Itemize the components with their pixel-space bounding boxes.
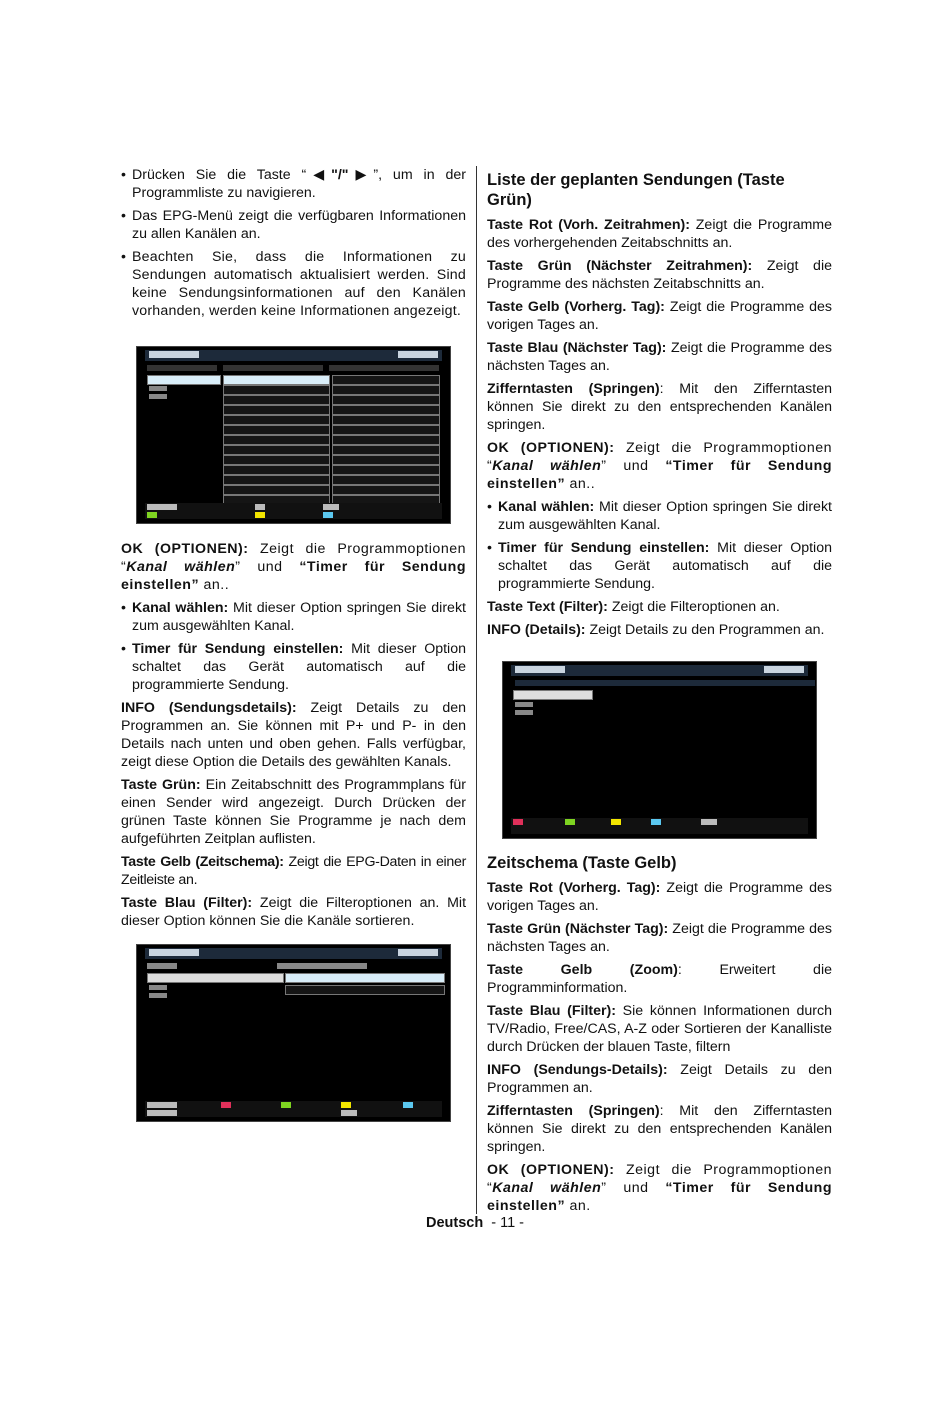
bullet-select-channel: • Kanal wählen: Mit dieser Option springen Sie direkt zum ausgewählten Kanal.	[487, 499, 832, 533]
blue-key-icon	[651, 819, 661, 825]
green-key-icon	[565, 819, 575, 825]
epg-screenshot-schedule	[136, 944, 451, 1122]
guide-cell	[332, 485, 440, 495]
guide-cell	[332, 395, 440, 405]
guide-cell	[332, 465, 440, 475]
bullet-navigate: • Drücken Sie die Taste “◀"/"▶”, um in der Programmliste zu navigieren.	[121, 167, 467, 201]
guide-cell	[223, 485, 330, 495]
guide-cell	[223, 395, 330, 405]
column-divider	[476, 166, 477, 1214]
text-key-paragraph: Taste Text (Filter): Zeigt die Filteroptionen an.	[487, 599, 780, 615]
blue-key-icon	[403, 1102, 413, 1108]
yellow-key-icon	[255, 512, 265, 518]
green-key-icon	[147, 512, 157, 518]
guide-cell	[332, 475, 440, 485]
page-footer	[0, 1215, 950, 1231]
key-description: Taste Grün (Nächster Zeitrahmen): Zeigt die Programme des nächsten Zeitabschnitts an.	[487, 258, 832, 292]
ok-options-paragraph-2: OK (OPTIONEN): Zeigt die Programmoptionen “Kanal wählen” und “Timer für Sendung einstellen” an.	[487, 1162, 833, 1214]
ok-options-paragraph: OK (OPTIONEN): Zeigt die Programmoptionen “Kanal wählen” und “Timer für Sendung einstellen” an..	[487, 440, 833, 492]
epg-screenshot-list	[136, 346, 451, 524]
info-paragraph: INFO (Details): Zeigt Details zu den Programmen an.	[487, 622, 825, 638]
bullet-note: • Beachten Sie, dass die Informationen zu Sendungen automatisch aktualisiert werden. Sind keine Sendungsinformationen auf den Kanälen vorhanden, werden keine Informationen angezeigt.	[121, 249, 466, 319]
section-heading-timeline: Zeitschema (Taste Gelb)	[487, 854, 677, 872]
guide-cell	[223, 435, 330, 445]
guide-cell	[223, 455, 330, 465]
guide-cell	[223, 385, 330, 395]
key-description: Taste Blau (Filter): Sie können Informationen durch TV/Radio, Free/CAS, A-Z oder Sortieren der Kanalliste durch Drücken der blauen Taste, filtern	[487, 1003, 833, 1055]
ok-options-paragraph: OK (OPTIONEN): Zeigt die Programmoptionen “Kanal wählen” und “Timer für Sendung einstellen” an..	[121, 541, 467, 593]
guide-cell	[332, 445, 440, 455]
guide-cell	[223, 475, 330, 485]
key-description: Taste Rot (Vorh. Zeitrahmen): Zeigt die Programme des vorhergehenden Zeitabschnitts an.	[487, 217, 832, 251]
red-key-icon	[221, 1102, 231, 1108]
right-column	[487, 166, 832, 1220]
guide-cell	[332, 375, 440, 385]
key-description: INFO (Sendungs-Details): Zeigt Details zu den Programmen an.	[487, 1062, 832, 1096]
arrow-keys-icon: ◀"/"▶	[306, 167, 374, 183]
key-description: Taste Rot (Vorherg. Tag): Zeigt die Programme des vorigen Tages an.	[487, 880, 832, 914]
bullet-select-channel: • Kanal wählen: Mit dieser Option springen Sie direkt zum ausgewählten Kanal.	[121, 600, 466, 634]
guide-cell	[332, 425, 440, 435]
bullet-set-timer: • Timer für Sendung einstellen: Mit dieser Option schaltet das Gerät automatisch auf die programmierte Sendung.	[121, 641, 466, 693]
left-column	[121, 166, 466, 1122]
key-description: Taste Gelb (Vorherg. Tag): Zeigt die Programme des vorigen Tages an.	[487, 299, 832, 333]
bullet-set-timer: • Timer für Sendung einstellen: Mit dieser Option schaltet das Gerät automatisch auf die programmierte Sendung.	[487, 540, 832, 592]
guide-cell	[332, 435, 440, 445]
key-description: Zifferntasten (Springen): Mit den Zifferntasten können Sie direkt zu den entsprechenden Kanälen springen.	[487, 381, 832, 433]
green-key-paragraph: Taste Grün: Ein Zeitabschnitt des Programmplans für einen Sender wird angezeigt. Durch Drücken der grünen Taste können Sie Programme je nach dem aufgeführten Zeitplan auflisten.	[121, 777, 466, 847]
guide-cell	[223, 405, 330, 415]
section-heading-scheduled: Liste der geplanten Sendungen (Taste Grün)	[487, 171, 785, 209]
guide-cell	[332, 415, 440, 425]
blue-key-paragraph: Taste Blau (Filter): Zeigt die Filteroptionen an. Mit dieser Option können Sie die Kanäle sortieren.	[121, 895, 467, 929]
key-description: Taste Grün (Nächster Tag): Zeigt die Programme des nächsten Tages an.	[487, 921, 832, 955]
guide-cell	[223, 465, 330, 475]
guide-cell	[332, 405, 440, 415]
bullet-epg-menu: • Das EPG-Menü zeigt die verfügbaren Informationen zu allen Kanälen an.	[121, 208, 466, 242]
guide-cell	[223, 415, 330, 425]
epg-screenshot-timeline	[502, 661, 817, 839]
key-description: Zifferntasten (Springen): Mit den Zifferntasten können Sie direkt zu den entsprechenden Kanälen springen.	[487, 1103, 832, 1155]
page-number: - 11 -	[491, 1215, 524, 1231]
footer-language: Deutsch	[426, 1215, 484, 1231]
yellow-key-icon	[341, 1102, 351, 1108]
info-paragraph: INFO (Sendungsdetails): Zeigt Details zu den Programmen an. Sie können mit P+ und P- in den Details nach unten und oben gehen. Falls verfügbar, zeigt diese Option die Details des gewählten Kanals.	[121, 700, 466, 770]
green-key-icon	[281, 1102, 291, 1108]
guide-cell	[332, 455, 440, 465]
key-description: Taste Gelb (Zoom): Erweitert die Programminformation.	[487, 962, 832, 996]
blue-key-icon	[323, 512, 333, 518]
guide-cell	[223, 425, 330, 435]
guide-cell	[223, 445, 330, 455]
yellow-key-paragraph: Taste Gelb (Zeitschema): Zeigt die EPG-Daten in einer Zeitleiste an.	[121, 854, 466, 888]
yellow-key-icon	[611, 819, 621, 825]
guide-cell	[223, 375, 330, 385]
red-key-icon	[513, 819, 523, 825]
guide-cell	[332, 385, 440, 395]
key-description: Taste Blau (Nächster Tag): Zeigt die Programme des nächsten Tages an.	[487, 340, 833, 374]
